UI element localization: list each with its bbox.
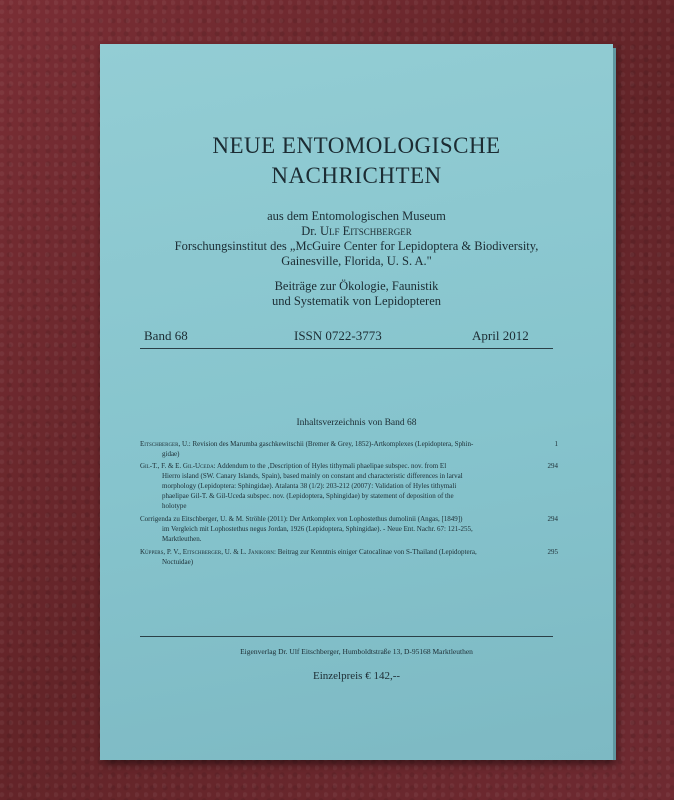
journal-title-line2: NACHRICHTEN (271, 163, 442, 188)
price: Einzelpreis € 142,-- (312, 670, 401, 682)
toc-title-line: Noctuidae) (162, 558, 194, 566)
toc-title-line: morphology (Lepidoptera: Sphingidae). Atalanta 38 (1/2): 203-212 (2007)': Validation of Hyles tithymali (162, 482, 457, 490)
band-number: Band 68 (144, 328, 188, 343)
director-title: Dr. (301, 224, 317, 238)
journal-cover (100, 44, 613, 760)
toc-title-line: Der Artkomplex von Lophostethus dumolinii (Angas, [1849]) (289, 515, 463, 523)
toc-page-number: 294 (547, 515, 558, 523)
toc-authors: Eitschberger, U.: (140, 440, 191, 448)
issn: ISSN 0722-3773 (294, 328, 382, 343)
director-name: Ulf Eitschberger (319, 224, 412, 238)
publisher-address: Eigenverlag Dr. Ulf Eitschberger, Humboldtstraße 13, D-95168 Marktleuthen (240, 647, 473, 656)
subtitle-line1: Beiträge zur Ökologie, Faunistik (274, 279, 439, 293)
subtitle-line2: und Systematik von Lepidopteren (271, 294, 442, 308)
toc-title-line: holotype (162, 502, 187, 510)
institute-line: Forschungsinstitut des „McGuire Center for Lepidoptera & Biodiversity, (174, 239, 539, 253)
toc-title-line: Addendum to the ‚Description of Hyles tithymali phaelipae subspec. nov. from El (217, 462, 447, 470)
toc-title-line: phaelipae Gil-T. & Gil-Uceda subspec. nov. (Lepidoptera, Sphingidae) by statement of deposition of the (162, 492, 454, 500)
toc-page-number: 294 (547, 462, 558, 470)
journal-title-line1: NEUE ENTOMOLOGISCHE (212, 133, 501, 158)
location-line: Gainesville, Florida, U. S. A." (281, 254, 432, 268)
director-line (100, 224, 613, 239)
toc-page-number: 1 (554, 440, 558, 448)
toc-title-line: Marktleuthen. (162, 535, 202, 543)
toc-title-line: gidae) (162, 450, 180, 458)
issue-date: April 2012 (472, 328, 529, 343)
toc-title-line: Revision des Marumba gaschkewitschii (Bremer & Grey, 1852)-Artkomplexes (Lepidoptera, Sphin- (192, 440, 474, 448)
toc-title-line: im Vergleich mit Lophostethus negus Jordan, 1926 (Lepidoptera, Sphingidae). - Neue Ent. Nachr. 67: 121-255, (162, 525, 473, 533)
toc-title-line: Hierro island (SW. Canary Islands, Spain), based mainly on constant and characteristic differences in larval (162, 472, 463, 480)
top-divider (140, 348, 553, 349)
toc-title-line: Beitrag zur Kenntnis einiger Catocalinae von S-Thailand (Lepidoptera, (277, 548, 477, 556)
toc-authors: Corrigenda zu Eitschberger, U. & M. Ströhle (2011): (140, 515, 288, 523)
issue-info-row (144, 328, 546, 346)
toc-authors: Küppers, P. V., Eitschberger, U. & L. Janikorn: (140, 548, 276, 556)
toc-page-number: 295 (547, 548, 558, 556)
toc-authors: Gil-T., F. & E. Gil-Uceda: (140, 462, 216, 470)
museum-line: aus dem Entomologischen Museum (267, 209, 446, 223)
toc-heading: Inhaltsverzeichnis von Band 68 (296, 418, 417, 428)
bottom-divider (140, 636, 553, 637)
